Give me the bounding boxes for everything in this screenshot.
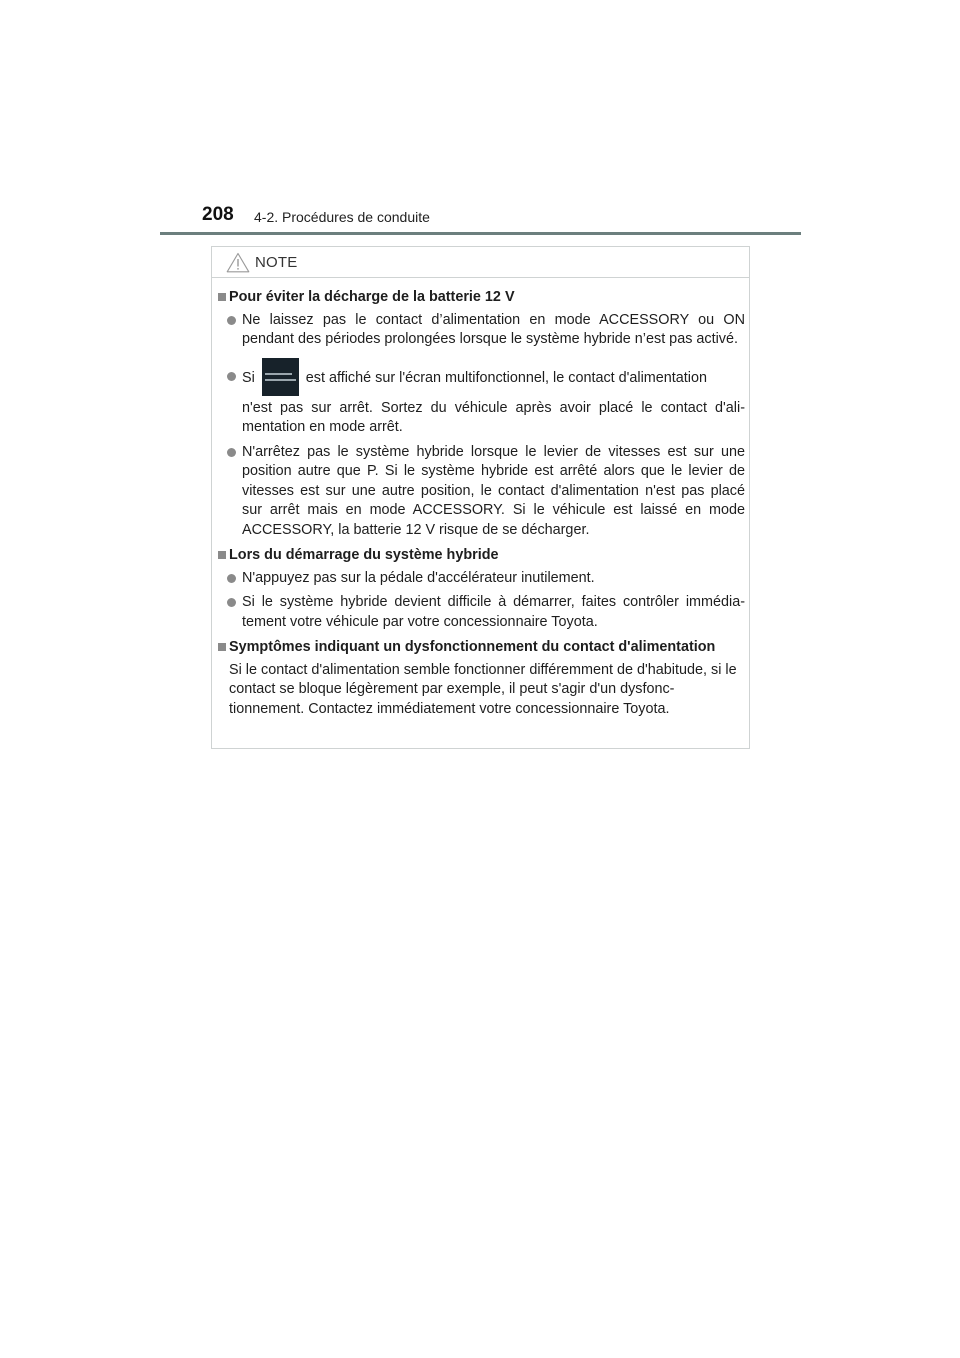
section-text: Si le contact d'alimentation semble fonctionner différemment de d'habitude, si le contact se bloque légèrement par exemple, il peut s'agir d'un dysfonc-tionnement. Contactez immédiatement votre concessionnaire Toyota. — [229, 661, 737, 717]
bullet-dot-icon — [227, 448, 236, 457]
page-number: 208 — [202, 204, 234, 225]
item-first-line — [242, 358, 745, 397]
heading-square-icon — [218, 293, 226, 301]
item-text-after: est affiché sur l'écran multifonctionnel, le contact d'alimentation — [305, 369, 707, 386]
warning-triangle-icon — [226, 252, 250, 273]
item-text-rest: n'est pas sur arrêt. Sortez du véhicule après avoir placé le contact d'ali-mentation en mode arrêt. — [242, 399, 745, 435]
list-item — [218, 358, 745, 438]
note-label: NOTE — [255, 254, 298, 271]
bullet-dot-icon — [227, 574, 236, 583]
section-heading-malfunction — [218, 638, 745, 658]
bullet-dot-icon — [227, 598, 236, 607]
section-heading-starting — [218, 546, 745, 566]
list-item — [218, 593, 745, 632]
item-text: N'appuyez pas sur la pédale d'accélérateur inutilement. — [242, 569, 595, 586]
list-item — [218, 311, 745, 350]
list-item — [218, 569, 745, 589]
item-text-before: Si — [242, 369, 255, 386]
section-heading-battery — [218, 288, 745, 308]
item-text: Si le système hybride devient difficile à démarrer, faites contrôler immédia-tement votre véhicule par votre concessionnaire Toyota. — [242, 594, 745, 630]
heading-square-icon — [218, 643, 226, 651]
section-title: 4-2. Procédures de conduite — [254, 209, 430, 225]
heading-text: Symptômes indiquant un dysfonctionnement du contact d'alimentation — [229, 639, 716, 655]
item-text: N'arrêtez pas le système hybride lorsque le levier de vitesses est sur une position autre que P. Si le système hybride est arrêté alors que le levier de vitesses est sur une autre position, le contact d'alimentation n'est pas placé sur arrêt mais en mode ACCESSORY. Si le véhicule est laissé en mode ACCESSORY, la batterie 12 V risque de se décharger. — [242, 443, 745, 538]
vehicle-not-off-indicator-icon — [262, 358, 299, 396]
bullet-dot-icon — [227, 372, 236, 381]
note-content — [218, 288, 745, 719]
heading-text: Pour éviter la décharge de la batterie 12 V — [229, 289, 515, 305]
note-header — [212, 247, 749, 278]
heading-text: Lors du démarrage du système hybride — [229, 547, 499, 563]
item-text: Ne laissez pas le contact d’alimentation en mode ACCESSORY ou ON pendant des périodes prolongées lorsque le système hybride n’est pas activé. — [242, 311, 745, 347]
bullet-dot-icon — [227, 316, 236, 325]
list-item — [218, 443, 745, 541]
header-rule — [160, 232, 801, 235]
note-box — [211, 246, 750, 749]
heading-square-icon — [218, 551, 226, 559]
